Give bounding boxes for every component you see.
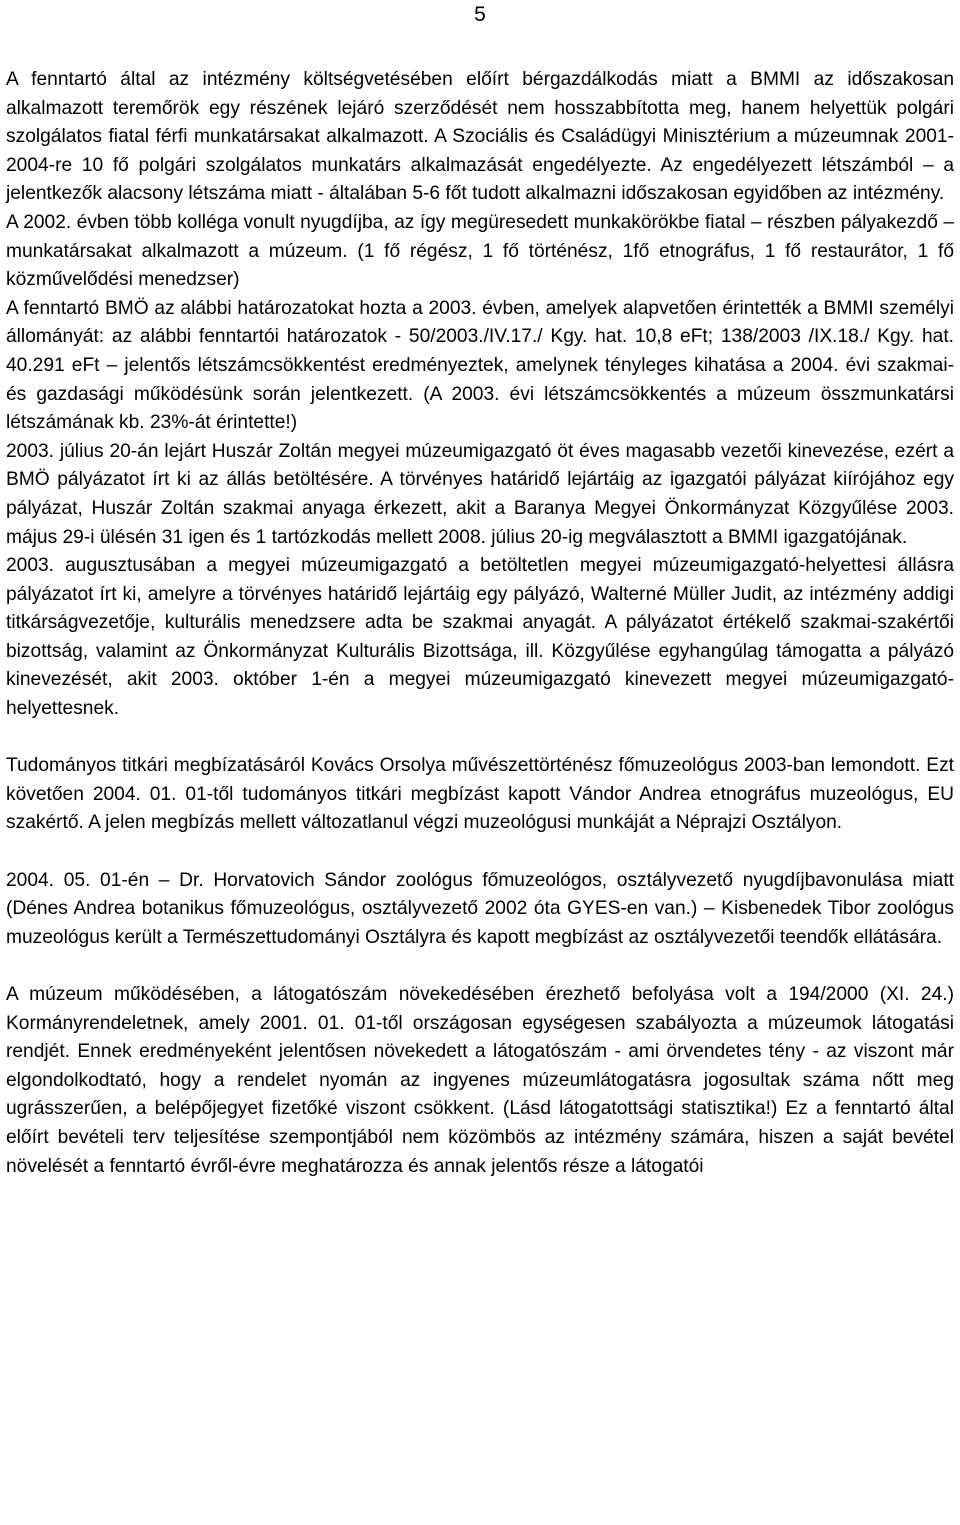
page-number: 5	[474, 3, 486, 26]
paragraph-tudomanyos-titkar: Tudományos titkári megbízatásáról Kovács Orsolya művészettörténész főmuzeológus 2003-ban lemondott. Ezt követően 2004. 01. 01-től tudományos titkári megbízást kapott Vándor Andrea etnográfus muzeológus, EU szakértő. A jelen megbízás mellett változatlanul végzi muzeológusi munkáját a Néprajzi Osztályon.	[6, 755, 954, 834]
paragraph-nyugdij-2002: A 2002. évben több kolléga vonult nyugdíjba, az így megüresedett munkakörökbe fiatal – részben pályakezdő – munkatársakat alkalmazott a múzeum. (1 fő régész, 1 fő történész, 1fő etnográfus, 1 fő restaurátor, 1 fő közművelődési menedzser)	[6, 211, 954, 291]
page-body	[6, 66, 954, 1181]
paragraph-igazgatohelyettes: 2003. augusztusában a megyei múzeumigazgató a betöltetlen megyei múzeumigazgató-helyettesi állásra pályázatot írt ki, amelyre a törvényes határidő lejártáig egy pályázó, Walterné Müller Judit, az intézmény addigi titkárságvezetője, kulturális menedzsere adta be szakmai anyagát. A pályázatot értékelő szakmai-szakértői bizottság, valamint az Önkormányzat Kulturális Bizottsága, ill. Közgyűlése egyhangúlag támogatta a pályázó kinevezését, akit 2003. október 1-én a megyei múzeumigazgató kinevezett megyei múzeumigazgató-helyettesnek.	[6, 555, 954, 720]
paragraph-osztalyvezeto: 2004. 05. 01-én – Dr. Horvatovich Sándor zoológus főmuzeológos, osztályvezető nyugdíjbavonulása miatt (Dénes Andrea botanikus főmuzeológus, osztályvezető 2002 óta GYES-en van.) – Kisbenedek Tibor zoológus muzeológus került a Természettudományi Osztályra és kapott megbízást az osztályvezetői teendők ellátására.	[6, 869, 954, 948]
paragraph-latogatoszam: A múzeum működésében, a látogatószám növekedésében érezhető befolyása volt a 194/2000 (XI. 24.) Kormányrendeletnek, amely 2001. 01. 01-től országosan egységesen szabályozta a múzeumok látogatási rendjét. Ennek eredményeként jelentősen növekedett a látogatószám - ami örvendetes tény - az viszont már elgondolkodtató, hogy a rendelet nyomán az ingyenes múzeumlátogatásra jogosultak száma nőtt meg ugrásszerűen, a belépőjegyet fizetőké viszont csökkent. (Lásd látogatottsági statisztika!) Ez a fenntartó által előírt bevételi terv teljesítése szempontjából nem közömbös az intézmény számára, hiszen a saját bevétel növelését a fenntartó évről-évre meghatározza és annak jelentős része a látogatói	[6, 984, 954, 1177]
paragraph-teremorok: A fenntartó által az intézmény költségvetésében előírt bérgazdálkodás miatt a BMMI az időszakosan alkalmazott teremőrök egy részének lejáró szerződését nem hosszabbította meg, hanem helyettük polgári szolgálatos fiatal férfi munkatársakat alkalmazott. A Szociális és Családügyi Minisztérium a múzeumnak 2001-2004-re 10 fő polgári szolgálatos munkatárs alkalmazását engedélyezte. Az engedélyezett létszámból – a jelentkezők alacsony létszáma miatt - általában 5-6 főt tudott alkalmazni időszakosan egyidőben az intézmény.	[6, 69, 954, 205]
paragraph-igazgato-palyazat: 2003. július 20-án lejárt Huszár Zoltán megyei múzeumigazgató öt éves magasabb vezetői kinevezése, ezért a BMÖ pályázatot írt ki az állás betöltésére. A törvényes határidő lejártáig az igazgatói pályázat kiírójához egy pályázat, Huszár Zoltán szakmai anyaga érkezett, akit a Baranya Megyei Önkormányzat Közgyűlése 2003. május 29-i ülésén 31 igen és 1 tartózkodás mellett 2008. július 20-ig megválasztott a BMMI igazgatójának.	[6, 440, 954, 548]
paragraph-bmo-hatarozatok: A fenntartó BMÖ az alábbi határozatokat hozta a 2003. évben, amelyek alapvetően érintették a BMMI személyi állományát: az alábbi fenntartói határozatok - 50/2003./IV.17./ Kgy. hat. 10,8 eFt; 138/2003 /IX.18./ Kgy. hat. 40.291 eFt – jelentős létszámcsökkentést eredményeztek, amelynek tényleges kihatása a 2004. évi szakmai- és gazdasági működésünk során jelentkezett. (A 2003. évi létszámcsökkentés a múzeum összmunkatársi létszámának kb. 23%-át érintette!)	[6, 297, 954, 434]
